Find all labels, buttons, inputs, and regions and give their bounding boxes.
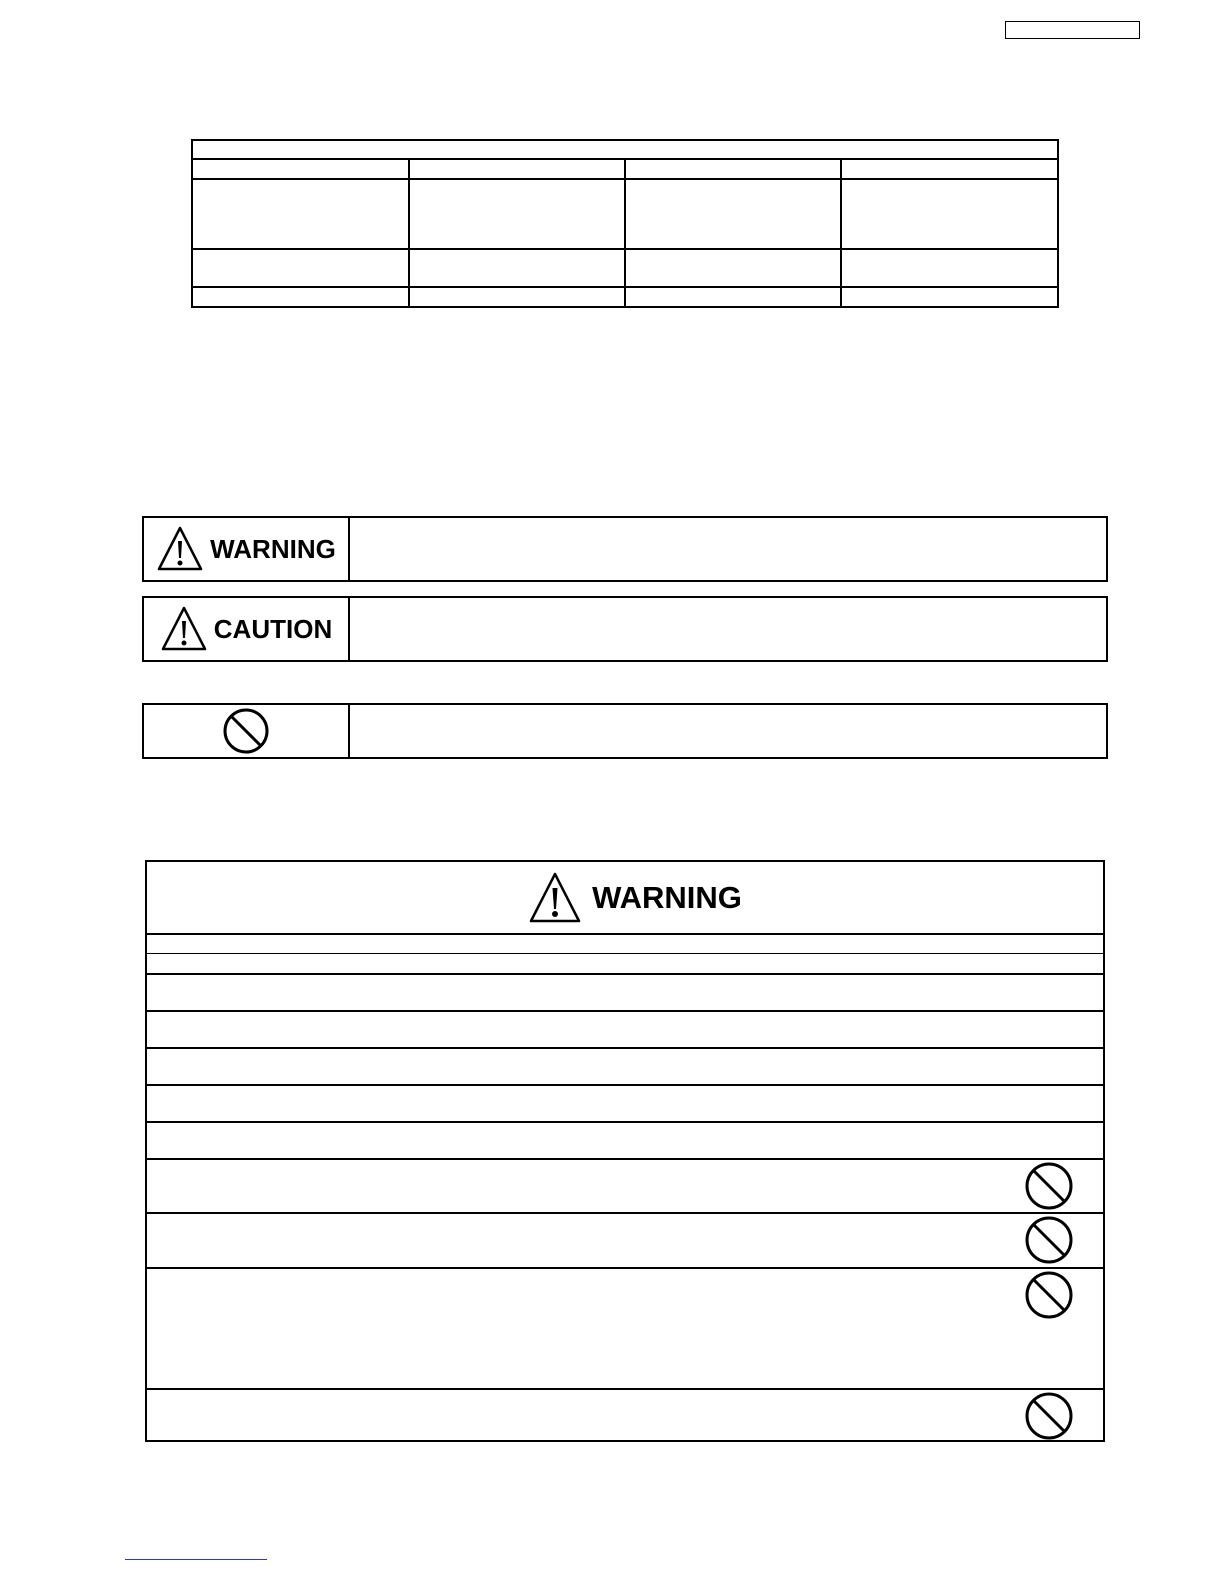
spec-table-col-divider <box>408 158 410 308</box>
caution-legend-label: CAUTION <box>213 613 333 644</box>
warning-row-text <box>155 935 1015 951</box>
warning-triangle-icon <box>160 605 208 653</box>
warning-row-text <box>155 955 1015 971</box>
warning-legend-label-cell <box>144 518 350 580</box>
spec-table-col-divider <box>624 158 626 308</box>
warning-table-header <box>147 862 1103 933</box>
footer-link[interactable] <box>125 1546 267 1560</box>
prohibited-legend-description <box>360 715 1100 749</box>
warning-triangle-icon <box>156 525 204 573</box>
prohibited-legend-icon-cell <box>144 705 350 757</box>
warning-row-text <box>155 1051 1015 1081</box>
spec-table <box>191 139 1059 308</box>
prohibited-circle-icon <box>1024 1161 1074 1211</box>
warning-row-text <box>155 977 1015 1007</box>
warning-table-divider <box>147 1010 1103 1012</box>
warning-table-divider <box>147 1388 1103 1390</box>
model-number-box <box>1005 21 1140 39</box>
warning-triangle-icon <box>528 871 582 925</box>
warning-legend-label: WARNING <box>210 533 336 564</box>
spec-table-col-divider <box>840 158 842 308</box>
warning-table-divider <box>147 1267 1103 1269</box>
warning-row-text <box>155 1216 1015 1262</box>
warning-table-divider <box>147 953 1103 954</box>
caution-legend-label-cell <box>144 598 350 660</box>
warning-row-text <box>155 1392 1015 1438</box>
prohibited-legend-box <box>142 703 1108 759</box>
warning-table-divider <box>147 1047 1103 1049</box>
warning-table <box>145 860 1105 1442</box>
warning-row-text <box>155 1014 1015 1044</box>
warning-legend-box <box>142 516 1108 582</box>
caution-legend-box <box>142 596 1108 662</box>
warning-row-text <box>155 1088 1015 1118</box>
warning-row-text <box>155 1125 1015 1155</box>
warning-row-text <box>155 1162 1015 1208</box>
prohibited-circle-icon <box>1024 1215 1074 1265</box>
prohibited-circle-icon <box>1024 1391 1074 1441</box>
warning-table-title: WARNING <box>592 879 742 915</box>
caution-legend-description <box>360 608 1100 652</box>
warning-table-divider <box>147 1212 1103 1214</box>
warning-table-divider <box>147 1084 1103 1086</box>
prohibited-circle-icon <box>222 707 270 755</box>
warning-table-divider <box>147 973 1103 975</box>
warning-table-divider <box>147 1121 1103 1123</box>
warning-row-text <box>155 1271 1015 1383</box>
warning-table-divider <box>147 1158 1103 1160</box>
prohibited-circle-icon <box>1024 1270 1074 1320</box>
warning-legend-description <box>360 528 1100 572</box>
